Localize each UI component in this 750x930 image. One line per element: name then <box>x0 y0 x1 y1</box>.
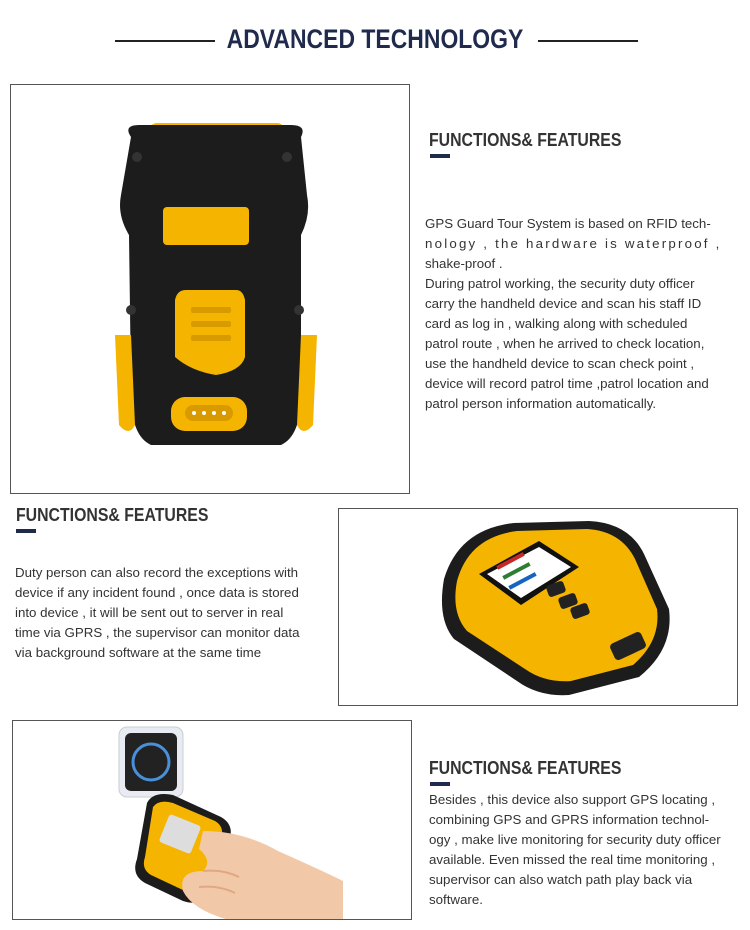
section1-line: patrol route , when he arrived to check location, <box>425 336 705 351</box>
section2-line: Duty person can also record the exceptions with <box>15 565 299 580</box>
section3-line: ogy , make live monitoring for security duty officer <box>429 832 721 847</box>
section1-line: During patrol working, the security duty officer <box>425 276 695 291</box>
section3-paragraph <box>429 790 741 910</box>
section1-paragraph <box>425 214 737 414</box>
section2-title: FUNCTIONS& FEATURES <box>16 505 209 525</box>
device-scanning-image <box>12 720 412 920</box>
section1-line: device will record patrol time ,patrol location and <box>425 376 709 391</box>
section3-line: supervisor can also watch path play back via <box>429 872 693 887</box>
section3-line: Besides , this device also support GPS locating , <box>429 792 716 807</box>
section3-line: combining GPS and GPRS information technol- <box>429 812 710 827</box>
section1-line: card as log in , walking along with scheduled <box>425 316 688 331</box>
section1-title-bar <box>430 154 450 158</box>
section2-line: via background software at the same time <box>15 645 262 660</box>
section2-paragraph <box>15 563 330 663</box>
header-rule-right <box>538 40 638 42</box>
section1-line: shake-proof . <box>425 256 503 271</box>
section1-line: use the handheld device to scan check point , <box>425 356 695 371</box>
section1-line: carry the handheld device and scan his staff ID <box>425 296 702 311</box>
section1-title: FUNCTIONS& FEATURES <box>429 130 622 150</box>
device-screen-image <box>338 508 738 706</box>
section2-line: device if any incident found , once data is stored <box>15 585 299 600</box>
device-back-image <box>10 84 410 494</box>
section2-line: time via GPRS , the supervisor can monitor data <box>15 625 300 640</box>
section3-line: software. <box>429 892 483 907</box>
page-title: ADVANCED TECHNOLOGY <box>226 24 524 54</box>
section1-line: patrol person information automatically. <box>425 396 657 411</box>
section1-line: nology , the hardware is waterproof , <box>425 236 722 251</box>
section3-line: available. Even missed the real time monitoring , <box>429 852 716 867</box>
section2-title-bar <box>16 529 36 533</box>
section3-title-bar <box>430 782 450 786</box>
section1-line: GPS Guard Tour System is based on RFID tech- <box>425 216 711 231</box>
section2-line: into device , it will be sent out to server in real <box>15 605 284 620</box>
section3-title: FUNCTIONS& FEATURES <box>429 758 622 778</box>
